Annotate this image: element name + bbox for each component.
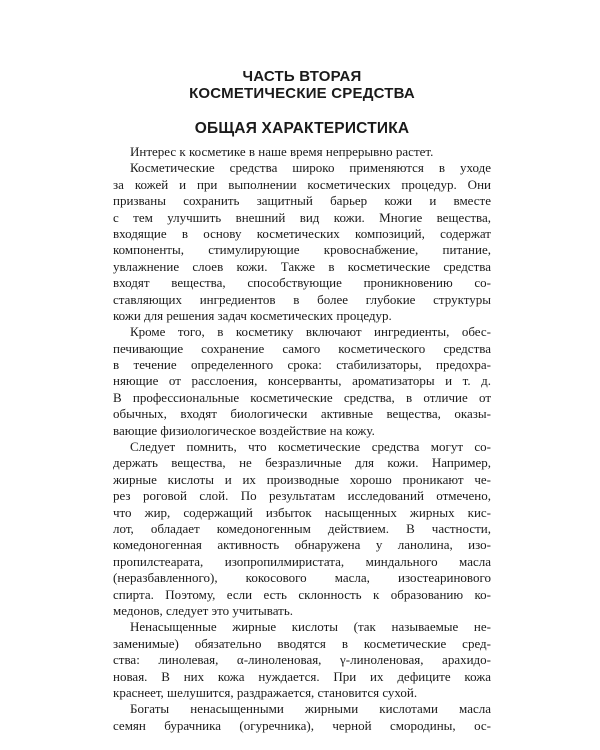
book-page — [113, 68, 491, 734]
paragraph — [113, 144, 491, 160]
text-line: обычных, входят биологически активные вещества, оказы- — [113, 406, 491, 422]
text-line: новая. В них кожа нуждается. При их дефиците кожа — [113, 668, 491, 684]
text-line: Следует помнить, что косметические средства могут со- — [130, 439, 491, 455]
text-line: няющие от расслоения, консерванты, ароматизаторы и т. д. — [113, 373, 491, 389]
text-line: входящие в основу косметических композиций, содержат — [113, 225, 491, 241]
section-heading: ОБЩАЯ ХАРАКТЕРИСТИКА — [194, 120, 410, 137]
text-line: спирта. Поэтому, если есть склонность к образованию ко- — [113, 586, 491, 602]
text-line: заменимые) обязательно вводятся в косметические сред- — [113, 635, 491, 651]
text-line: за кожей и при выполнении косметических процедур. Они — [113, 176, 491, 192]
text-line: кожи для решения задач косметических процедур. — [113, 307, 392, 323]
text-line: пропилстеарата, изопропилмиристата, миндального масла — [113, 553, 491, 569]
body-text — [113, 144, 491, 734]
paragraph — [113, 160, 491, 324]
text-line: семян бурачника (огуречника), черной смородины, ос- — [113, 717, 491, 733]
text-line: компоненты, стимулирующие кровоснабжение, питание, — [113, 242, 491, 258]
text-line: Интерес к косметике в наше время непрерывно растет. — [130, 144, 434, 159]
text-line: в течение определенного срока: стабилизаторы, предохра- — [113, 357, 491, 373]
part-heading-line-2: КОСМЕТИЧЕСКИЕ СРЕДСТВА — [189, 85, 415, 102]
text-line: призваны сохранить защитный барьер кожи и вместе — [113, 193, 491, 209]
text-line: Косметические средства широко применяются в уходе — [130, 160, 491, 176]
text-line: медонов, следует это учитывать. — [113, 602, 294, 618]
paragraph — [113, 701, 491, 734]
text-line: что жир, содержащий избыток насыщенных жирных кис- — [113, 504, 491, 520]
paragraph — [113, 439, 491, 619]
text-line: жирные кислоты и их производные хорошо проникают че- — [113, 471, 491, 487]
text-line: Ненасыщенные жирные кислоты (так называемые не- — [130, 619, 491, 635]
text-line: увлажнение слоев кожи. Также в косметические средства — [113, 258, 491, 274]
text-line: печивающие сохранение самого косметического средства — [113, 340, 491, 356]
text-line: лот, обладает комедоногенным действием. В частности, — [113, 520, 491, 536]
text-line: В профессиональные косметические средства, в отличие от — [113, 389, 491, 405]
text-line: Богаты ненасыщенными жирными кислотами масла — [130, 701, 491, 717]
text-line: ства: линолевая, α-линоленовая, γ-линоленовая, арахидо- — [113, 652, 491, 668]
text-line: вающие физиологическое воздействие на кожу. — [113, 422, 375, 438]
text-line: ставляющих ингредиентов в более глубокие структуры — [113, 291, 491, 307]
text-line: Кроме того, в косметику включают ингредиенты, обес- — [130, 324, 491, 340]
text-line: краснеет, шелушится, раздражается, становится сухой. — [113, 684, 418, 700]
text-line: комедоногенная активность обнаружена у ланолина, изо- — [113, 537, 491, 553]
text-line: рез роговой слой. По результатам исследований отмечено, — [113, 488, 491, 504]
text-line: держать вещества, не безразличные для кожи. Например, — [113, 455, 491, 471]
text-line: с тем улучшить внешний вид кожи. Многие вещества, — [113, 209, 491, 225]
text-line: (неразбавленного), кокосового масла, изостеаринового — [113, 570, 491, 586]
text-line: входят вещества, способствующие проникновению со- — [113, 275, 491, 291]
paragraph — [113, 324, 491, 439]
part-heading-line-1: ЧАСТЬ ВТОРАЯ — [242, 68, 362, 85]
part-heading — [113, 68, 491, 102]
paragraph — [113, 619, 491, 701]
